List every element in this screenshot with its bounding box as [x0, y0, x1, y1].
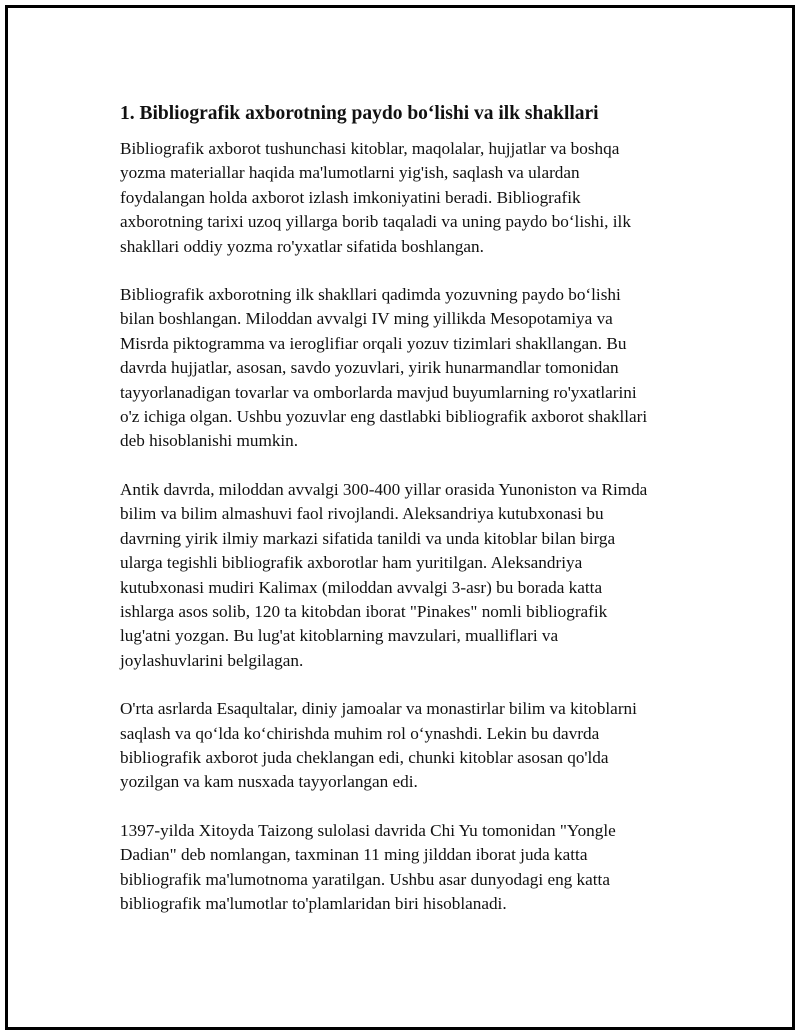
document-body	[120, 102, 700, 940]
text-line: bilan boshlangan. Miloddan avvalgi IV ming yillikda Mesopotamiya va	[120, 309, 613, 329]
paragraph-3	[120, 478, 700, 673]
text-line: ishlarga asos solib, 120 ta kitobdan iborat "Pinakes" nomli bibliografik	[120, 601, 608, 621]
text-line: foydalangan holda axborot izlash imkoniyatini beradi. Bibliografik	[120, 187, 581, 207]
text-line: lug'atni yozgan. Bu lug'at kitoblarning mavzulari, mualliflari va	[120, 626, 559, 646]
text-line: davrning yirik ilmiy markazi sifatida tanildi va unda kitoblar bilan birga	[120, 528, 616, 548]
text-line: tayyorlanadigan tovarlar va omborlarda mavjud buyumlarning ro'yxatlarini	[120, 382, 637, 402]
text-line: deb hisoblanishi mumkin.	[120, 431, 299, 451]
text-line: ularga tegishli bibliografik axborotlar ham yuritilgan. Aleksandriya	[120, 553, 583, 573]
text-line: Bibliografik axborotning ilk shakllari qadimda yozuvning paydo bo‘lishi	[120, 285, 621, 305]
text-line: bibliografik ma'lumotnoma yaratilgan. Ushbu asar dunyodagi eng katta	[120, 869, 610, 889]
text-line: 1397-yilda Xitoyda Taizong sulolasi davrida Chi Yu tomonidan "Yongle	[120, 820, 616, 840]
paragraph-1	[120, 137, 700, 259]
text-line: kutubxonasi mudiri Kalimax (miloddan avvalgi 3-asr) bu borada katta	[120, 577, 603, 597]
text-line: Bibliografik axborot tushunchasi kitoblar, maqolalar, hujjatlar va boshqa	[120, 139, 620, 158]
text-line: o'z ichiga olgan. Ushbu yozuvlar eng dastlabki bibliografik axborot shakllari	[120, 407, 648, 427]
text-line: joylashuvlarini belgilagan.	[120, 650, 304, 670]
paragraph-5	[120, 819, 700, 917]
text-line: Antik davrda, miloddan avvalgi 300-400 yillar orasida Yunoniston va Rimda	[120, 479, 648, 499]
text-line: bibliografik axborot juda cheklangan edi, chunki kitoblar asosan qo'lda	[120, 747, 609, 767]
text-line: davrda hujjatlar, asosan, savdo yozuvlari, yirik hunarmandlar tomonidan	[120, 358, 619, 378]
text-line: axborotning tarixi uzoq yillarga borib taqaladi va uning paydo bo‘lishi, ilk	[120, 212, 631, 232]
paragraph-2	[120, 283, 700, 454]
section-heading: 1. Bibliografik axborotning paydo bo‘lishi va ilk shakllari	[120, 103, 599, 124]
text-line: Dadian" deb nomlangan, taxminan 11 ming jilddan iborat juda katta	[120, 845, 588, 865]
text-line: Misrda piktogramma va ieroglifiar orqali yozuv tizimlari shakllangan. Bu	[120, 333, 627, 353]
paragraph-4	[120, 697, 700, 795]
page-frame	[5, 5, 795, 1030]
text-line: shakllari oddiy yozma ro'yxatlar sifatida boshlangan.	[120, 236, 484, 256]
text-line: saqlash va qo‘lda ko‘chirishda muhim rol o‘ynashdi. Lekin bu davrda	[120, 723, 600, 743]
text-line: yozilgan va kam nusxada tayyorlangan edi.	[120, 772, 418, 792]
text-line: O'rta asrlarda Esaqultalar, diniy jamoalar va monastirlar bilim va kitoblarni	[120, 699, 637, 719]
text-line: bilim va bilim almashuvi faol rivojlandi. Aleksandriya kutubxonasi bu	[120, 504, 604, 524]
text-line: yozma materiallar haqida ma'lumotlarni yig'ish, saqlash va ulardan	[120, 163, 580, 183]
text-line: bibliografik ma'lumotlar to'plamlaridan biri hisoblanadi.	[120, 893, 507, 913]
